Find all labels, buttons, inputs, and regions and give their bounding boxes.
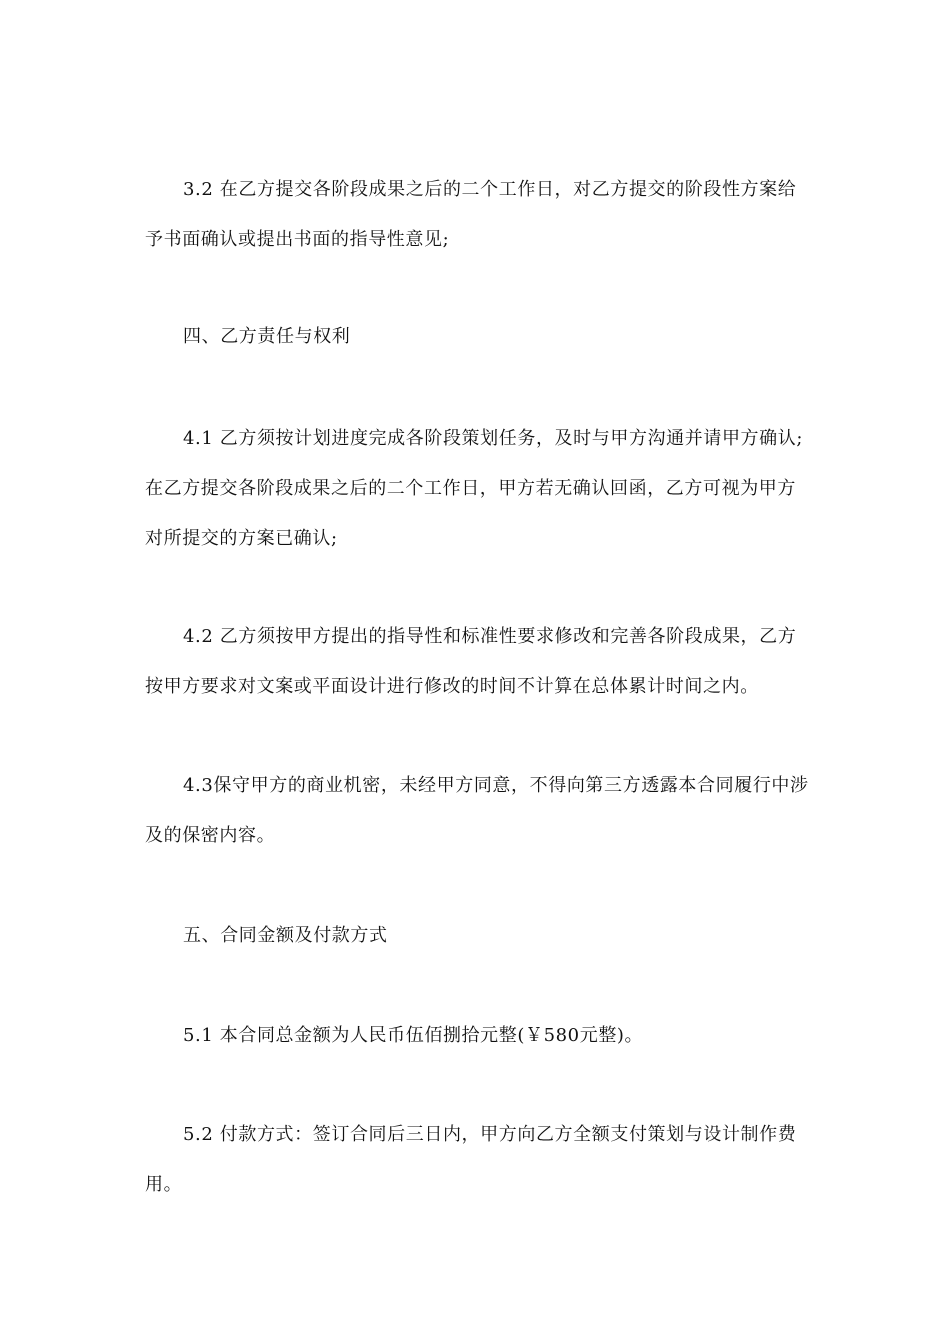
clause-4-1: 4.1 乙方须按计划进度完成各阶段策划任务，及时与甲方沟通并请甲方确认;在乙方提交各阶段成果之后的二个工作日，甲方若无确认回函，乙方可视为甲方对所提交的方案已确认; [145, 428, 804, 549]
clause-4-3: 4.3保守甲方的商业机密，未经甲方同意，不得向第三方透露本合同履行中涉及的保密内容。 [145, 775, 809, 846]
clause-3-2: 3.2 在乙方提交各阶段成果之后的二个工作日，对乙方提交的阶段性方案给予书面确认或提出书面的指导性意见; [145, 179, 797, 250]
section-heading-5: 五、合同金额及付款方式 [183, 925, 388, 946]
clause-4-2: 4.2 乙方须按甲方提出的指导性和标准性要求修改和完善各阶段成果，乙方按甲方要求对文案或平面设计进行修改的时间不计算在总体累计时间之内。 [145, 626, 797, 697]
clause-5-1: 5.1 本合同总金额为人民币伍佰捌拾元整(￥580元整)。 [183, 1025, 644, 1046]
clause-5-2: 5.2 付款方式：签订合同后三日内，甲方向乙方全额支付策划与设计制作费用。 [145, 1124, 797, 1195]
section-heading-4: 四、乙方责任与权利 [183, 326, 351, 347]
